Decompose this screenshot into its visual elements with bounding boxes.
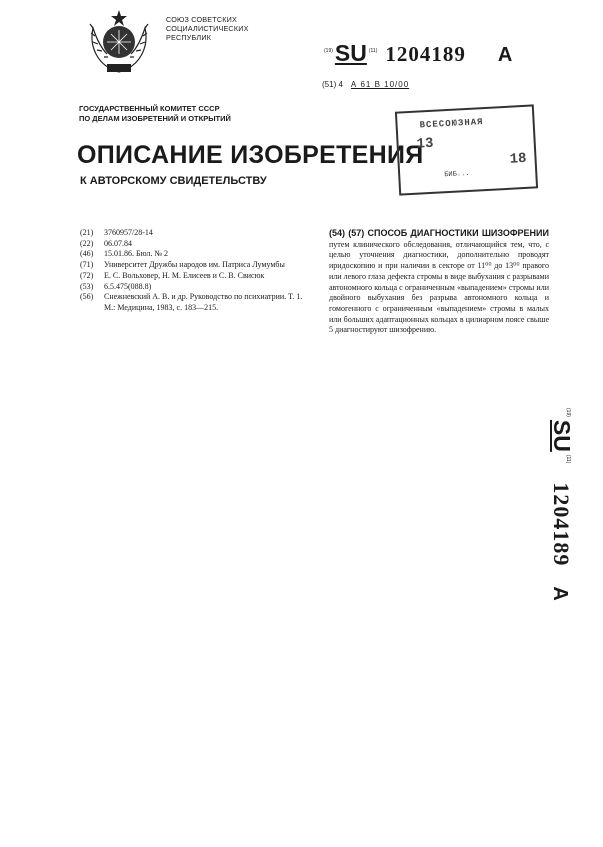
inid-code: (56) [80, 292, 94, 302]
document-title: ОПИСАНИЕ ИЗОБРЕТЕНИЯ [77, 141, 424, 169]
inid-code: (21) [80, 228, 94, 237]
ipc-prefix: (51) 4 [322, 80, 343, 89]
committee-line: ГОСУДАРСТВЕННЫЙ КОМИТЕТ СССР [79, 104, 220, 113]
inid-code-11: (11) [565, 454, 571, 464]
document-subtitle: К АВТОРСКОМУ СВИДЕТЕЛЬСТВУ [80, 175, 267, 187]
committee-line: ПО ДЕЛАМ ИЗОБРЕТЕНИЙ И ОТКРЫТИЙ [79, 114, 231, 123]
country-code: SU [549, 419, 575, 452]
patent-kind: A [497, 44, 513, 66]
inid-code: (46) [80, 249, 94, 259]
patent-identifier [322, 40, 512, 67]
side-patent-identifier [545, 405, 575, 645]
biblio-text: 6.5.475(088.8) [104, 281, 152, 291]
invention-title: (54) (57) СПОСОБ ДИАГНОСТИКИ ШИЗОФРЕНИИ [329, 228, 549, 238]
committee [79, 104, 231, 124]
biblio-row [80, 228, 305, 239]
inid-code-19: (19) [324, 48, 333, 54]
inid-code: (72) [80, 270, 94, 280]
patent-kind: A [549, 586, 571, 601]
inid-code: (53) [80, 281, 94, 291]
country-code: SU [334, 40, 367, 66]
org-line: СОЮЗ СОВЕТСКИХ [166, 15, 237, 24]
bibliographic-data [80, 228, 305, 314]
inid-code-11: (11) [368, 48, 378, 54]
ipc-classification [322, 80, 409, 89]
org-line: СОЦИАЛИСТИЧЕСКИХ [166, 24, 249, 33]
ussr-emblem [83, 6, 155, 78]
biblio-text: Е. С. Вольховер, Н. М. Елисеев и С. В. Свисюк [104, 270, 265, 280]
biblio-text: 06.07.84 [104, 238, 132, 248]
ipc-class: А 61 В 10/00 [350, 80, 410, 89]
inid-code-19: (19) [565, 408, 571, 417]
biblio-text: Университет Дружбы народов им. Патриса Лумумбы [104, 260, 285, 270]
patent-number: 1204189 [385, 42, 466, 66]
stamp-text: 18 [509, 150, 527, 168]
stamp-text: 13 [416, 135, 434, 153]
patent-number: 1204189 [549, 482, 574, 567]
biblio-row [80, 282, 305, 293]
inid-code: (71) [80, 260, 94, 270]
biblio-row [80, 239, 305, 250]
biblio-row [80, 271, 305, 282]
stamp-text: БИБ... [444, 169, 470, 180]
biblio-row [80, 249, 305, 260]
abstract-body: путем клинического обследования, отличающийся тем, что, с целью уточнения диагностики, дополнительно проводят иридоскопию и при наличии в секторе от 11⁰⁰ до 13⁰⁰ правого или левого глаза дефекта стромы в виде выбухания с разрывами автономного кольца с ограниченным «выпадением» стромы или двойного выбухания без разрыва автономного кольца и гомогенного с ограниченным «выпадением» стромы в малых или больших адаптационных кольцах в цилиарном поясе свыше 5 диагностируют шизофрению. [329, 239, 549, 335]
biblio-text: 15.01.86. Бюл. № 2 [104, 249, 168, 259]
biblio-text: 3760957/28-14 [104, 228, 153, 237]
org-line: РЕСПУБЛИК [166, 33, 212, 42]
inid-code: (22) [80, 238, 94, 248]
biblio-text: Снежневский А. В. и др. Руководство по психиатрии. Т. 1. М.: Медицина, 1983, с. 183—215. [104, 292, 303, 312]
country-name [166, 15, 249, 42]
biblio-row [80, 292, 305, 313]
abstract [329, 228, 549, 336]
library-stamp [395, 104, 538, 195]
biblio-row [80, 260, 305, 271]
stamp-text: ВСЕСОЮЗНАЯ [419, 117, 484, 131]
